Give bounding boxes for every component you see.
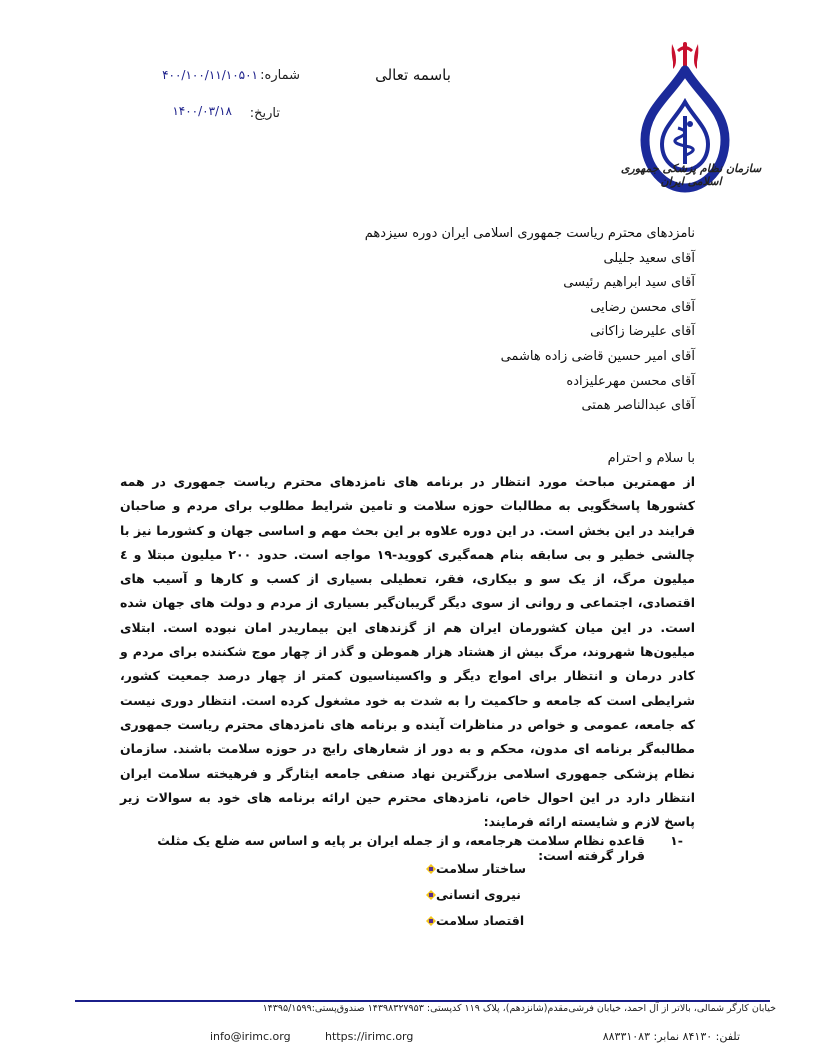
bullet-item — [420, 882, 630, 908]
bullet-item — [420, 856, 630, 882]
logo-caption: سازمان نظام پزشکی جمهوری اسلامی ایران — [620, 162, 762, 188]
recipients-list — [360, 222, 695, 419]
footer-website-link[interactable]: https://irimc.org — [325, 1030, 414, 1043]
footer-address: خیابان کارگر شمالی، بالاتر از آل احمد، خیابان فرشی‌مقدم(شانزدهم)، پلاک ۱۱۹ کدپستی: ۱۴۳۹۸۳۲۷۹۵۳ صندوق‌پستی:۱۴۳۹۵/۱۵۹۹ — [262, 1003, 776, 1014]
body-paragraph: از مهمترین مباحث مورد انتظار در برنامه های نامزدهای محترم ریاست جمهوری در همه کشورها پاسخگویی به مطالبات حوزه سلامت و تامین شرایط مطلوب برای مردم و صاحبان فرایند در این بخش است. در این دوره علاوه بر این بحث مهم و اساسی جهان و کشورما نیز با چالشی خطیر و بی سابقه بنام همه‌گیری کووید-۱۹ مواجه است. حدود ۲۰۰ میلیون مبتلا و ٤ میلیون مرگ، از یک سو و بیکاری، فقر، تعطیلی بسیاری از کسب و کارها و آسیب های اقتصادی، اجتماعی و روانی از سوی دیگر گریبان‌گیر بسیاری از مردم و دولت های جهان شده است. در این میان کشورمان ایران هم از گزندهای این بیماریدر امان نبوده است. ابتلای میلیون‌ها شهروند، مرگ بیش از هشتاد هزار هموطن و گذر از چهار موج شکننده برای مردم و کادر درمان و انتظار برای امواج دیگر و واکسیناسیون کمتر از چهار درصد جمعیت کشور، شرایطی است که جامعه و حاکمیت را به شدت به خود مشغول کرده است. انتظار دوری نیست که جامعه، عمومی و خواص در مناظرات آینده و برنامه های نامزدهای محترم ریاست جمهوری مطالبه‌گر برنامه ای مدون، محکم و به دور از شعارهای رایج در حوزه سلامت باشند. سازمان نظام پزشکی جمهوری اسلامی بزرگترین نهاد صنفی جامعه ایثارگر و فرهیخته سلامت ایران انتظار دارد در این احوال خاص، نامزدهای محترم حین ارائه برنامه های خود به سوالات زیر پاسخ لازم و شایسته ارائه فرمایند: — [120, 474, 695, 830]
diamond-bullet-icon — [426, 890, 436, 900]
recipient-item: آقای عبدالناصر همتی — [581, 398, 695, 414]
recipient-item: آقای محسن رضایی — [590, 299, 695, 315]
footer-phones: تلفن: ۸۴۱۳۰ نمابر: ۸۸۳۳۱۰۸۳ — [602, 1030, 740, 1043]
recipient-item: آقای امیر حسین قاضی زاده هاشمی — [500, 348, 695, 364]
footer-divider — [75, 1000, 770, 1002]
bullet-text: اقتصاد سلامت — [436, 913, 525, 928]
letter-date-label: تاریخ: — [249, 106, 280, 121]
greeting: با سلام و احترام — [607, 451, 695, 466]
recipient-item: آقای سید ابراهیم رئیسی — [563, 275, 695, 291]
letter-date-value: ۱۴۰۰/۰۳/۱۸ — [172, 104, 232, 118]
bullet-item — [420, 908, 630, 934]
diamond-bullet-icon — [426, 916, 436, 926]
recipient-item: آقای علیرضا زاکانی — [590, 324, 695, 340]
letter-number-value: ۴۰۰/۱۰۰/۱۱/۱۰۵۰۱ — [162, 68, 258, 82]
bullet-list — [420, 856, 630, 934]
recipient-item: آقای محسن مهرعلیزاده — [566, 373, 695, 389]
question-text: قاعده نظام سلامت هرجامعه، و از جمله ایران بر پایه و اساس سه ضلع یک مثلث قرار گرفته است: — [157, 833, 645, 863]
question-number: -۱ — [670, 833, 683, 848]
diamond-bullet-icon — [426, 864, 436, 874]
letter-number-label: شماره: — [260, 68, 300, 83]
bismillah-heading: باسمه تعالی — [375, 66, 451, 84]
letter-body — [120, 448, 695, 834]
recipient-item: آقای سعید جلیلی — [603, 250, 695, 266]
recipients-heading: نامزدهای محترم ریاست جمهوری اسلامی ایران دوره سیزدهم — [364, 226, 695, 241]
bullet-text: ساختار سلامت — [436, 861, 527, 876]
bullet-text: نیروی انسانی — [436, 887, 521, 902]
footer-email-link[interactable]: info@irimc.org — [210, 1030, 291, 1043]
